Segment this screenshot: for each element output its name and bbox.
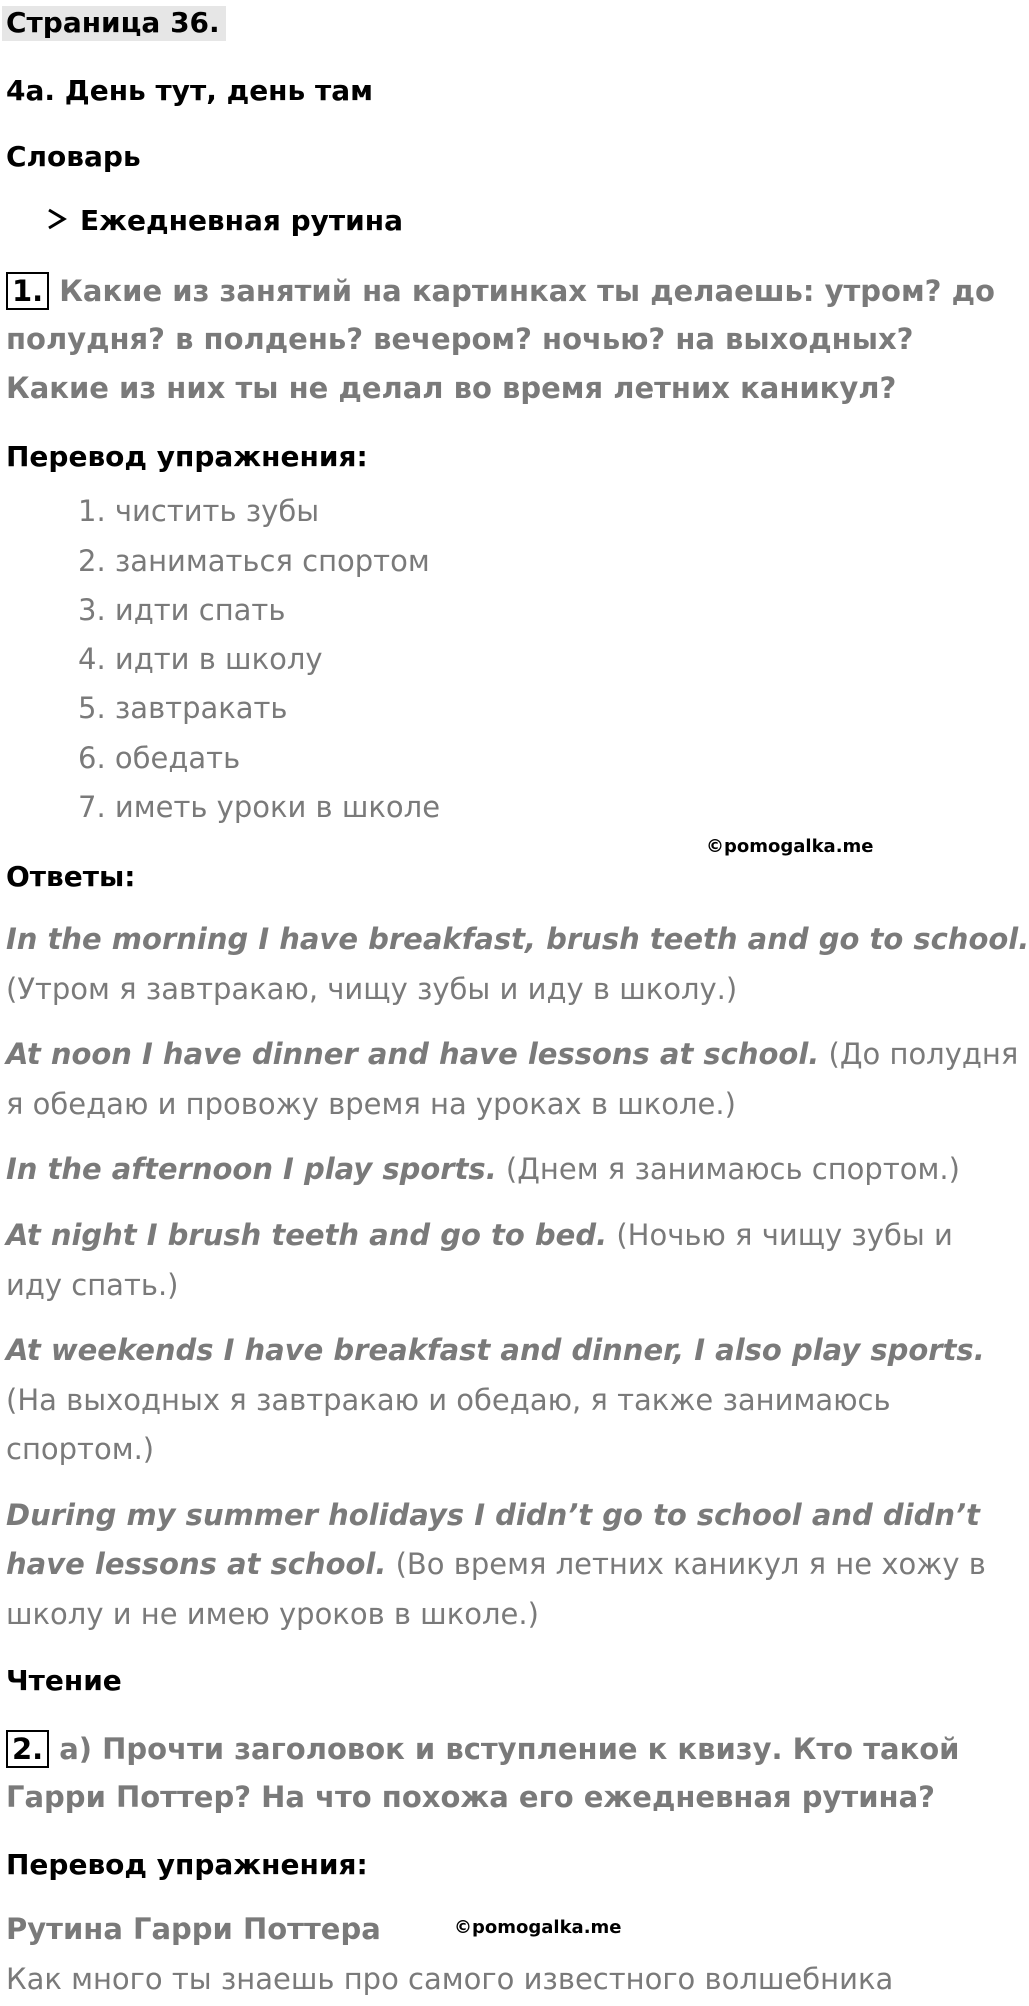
list-item: 7. иметь уроки в школе — [78, 790, 441, 824]
answer-6-ru-cont: школу и не имею уроков в школе.) — [6, 1597, 539, 1631]
reading-text-line1: Как много ты знаешь про самого известного волшебника — [6, 1962, 894, 1996]
answer-2: At noon I have dinner and have lessons at school. (До полудня — [6, 1037, 1019, 1071]
exercise1-number: 1. — [6, 272, 49, 310]
list-item: 6. обедать — [78, 741, 241, 775]
exercise1-question-line2: полудня? в полдень? вечером? ночью? на выходных? — [6, 322, 914, 356]
exercise1-question-line3: Какие из них ты не делал во время летних каникул? — [6, 371, 897, 405]
list-item: 4. идти в школу — [78, 642, 323, 676]
translation-heading-1: Перевод упражнения: — [6, 440, 368, 473]
answers-heading: Ответы: — [6, 860, 136, 893]
translation-heading-2: Перевод упражнения: — [6, 1848, 368, 1881]
section-vocab: Словарь — [6, 140, 141, 173]
exercise1-question-line1: 1. Какие из занятий на картинках ты делаешь: утром? до — [6, 272, 995, 310]
arrow-bullet-icon — [46, 204, 68, 237]
page-title: Страница 36. — [6, 6, 226, 39]
watermark: ©pomogalka.me — [706, 836, 874, 857]
answer-5-ru-cont: спортом.) — [6, 1432, 155, 1466]
watermark: ©pomogalka.me — [454, 1917, 622, 1938]
exercise2-question-line2: Гарри Поттер? На что похожа его ежедневная рутина? — [6, 1780, 935, 1814]
list-item: 2. заниматься спортом — [78, 544, 430, 578]
answer-1-ru: (Утром я завтракаю, чищу зубы и иду в школу.) — [6, 972, 738, 1006]
answer-5-en: At weekends I have breakfast and dinner, I also play sports. — [6, 1333, 985, 1367]
answer-6: have lessons at school. (Во время летних каникул я не хожу в — [6, 1547, 986, 1581]
vocab-bullet — [46, 204, 403, 237]
exercise2-number: 2. — [6, 1730, 49, 1768]
reading-subtitle: Рутина Гарри Поттера — [6, 1912, 381, 1946]
answer-6-en: During my summer holidays I didn’t go to school and didn’t — [6, 1498, 980, 1532]
lesson-title: 4a. День тут, день там — [6, 74, 373, 107]
answer-4-ru-cont: иду спать.) — [6, 1268, 179, 1302]
answer-5-ru: (На выходных я завтракаю и обедаю, я также занимаюсь — [6, 1383, 891, 1417]
vocab-bullet-label: Ежедневная рутина — [80, 204, 403, 237]
answer-1-en: In the morning I have breakfast, brush teeth and go to school. — [6, 922, 1029, 956]
exercise2-question-line1: 2. a) Прочти заголовок и вступление к квизу. Кто такой — [6, 1730, 960, 1768]
list-item: 5. завтракать — [78, 691, 288, 725]
list-item: 3. идти спать — [78, 593, 286, 627]
section-reading: Чтение — [6, 1664, 122, 1697]
answer-3: In the afternoon I play sports. (Днем я занимаюсь спортом.) — [6, 1152, 960, 1186]
answer-2-ru-cont: я обедаю и провожу время на уроках в школе.) — [6, 1087, 736, 1121]
list-item: 1. чистить зубы — [78, 494, 320, 528]
answer-4: At night I brush teeth and go to bed. (Ночью я чищу зубы и — [6, 1218, 953, 1252]
